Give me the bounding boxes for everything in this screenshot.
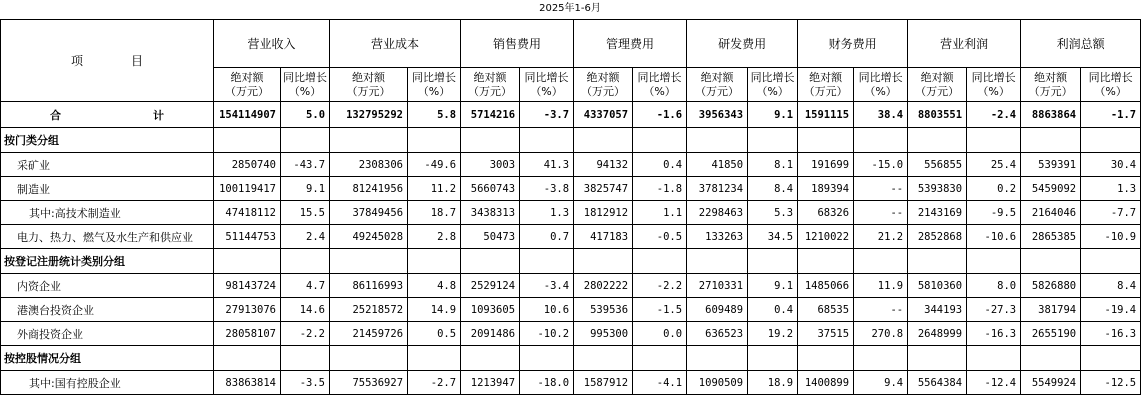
- empty-cell: [520, 249, 574, 274]
- table-row: [1, 201, 1141, 225]
- empty-cell: [1081, 346, 1141, 371]
- abs-unit: （万元）: [468, 84, 513, 98]
- data-cell: 14.9: [408, 298, 461, 322]
- data-cell: -3.4: [520, 274, 574, 298]
- period-caption: 2025年1-6月: [539, 3, 601, 14]
- total-cell: 9.1: [748, 102, 798, 128]
- empty-cell: [854, 128, 908, 153]
- data-cell: 5393830: [908, 177, 967, 201]
- data-cell: -1.8: [633, 177, 687, 201]
- data-cell: 5564384: [908, 371, 967, 395]
- total-cell: 132795292: [330, 102, 408, 128]
- data-cell: 2529124: [461, 274, 520, 298]
- growth-header: [408, 68, 461, 102]
- data-cell: 8.4: [748, 177, 798, 201]
- abs-header: [687, 68, 748, 102]
- data-cell: 2648999: [908, 322, 967, 346]
- empty-cell: [574, 249, 633, 274]
- data-cell: 1485066: [798, 274, 854, 298]
- data-cell: 344193: [908, 298, 967, 322]
- total-row: [1, 102, 1141, 128]
- total-cell: 8803551: [908, 102, 967, 128]
- empty-cell: [461, 128, 520, 153]
- abs-header: [214, 68, 281, 102]
- data-cell: 11.2: [408, 177, 461, 201]
- group-title: 按门类分组: [1, 128, 214, 153]
- data-cell: 0.0: [633, 322, 687, 346]
- empty-cell: [908, 249, 967, 274]
- empty-cell: [408, 346, 461, 371]
- data-cell: 68326: [798, 201, 854, 225]
- data-cell: 5.3: [748, 201, 798, 225]
- data-cell: 9.1: [281, 177, 330, 201]
- total-cell: 5.0: [281, 102, 330, 128]
- data-cell: 0.2: [967, 177, 1021, 201]
- data-cell: 0.5: [408, 322, 461, 346]
- abs-header: [461, 68, 520, 102]
- group-row: [1, 128, 1141, 153]
- data-cell: 3825747: [574, 177, 633, 201]
- data-cell: 47418112: [214, 201, 281, 225]
- data-cell: 2164046: [1021, 201, 1081, 225]
- abs-label: 绝对额: [809, 70, 843, 84]
- column-header: 营业收入: [214, 20, 330, 68]
- empty-cell: [908, 346, 967, 371]
- group-title: 按控股情况分组: [1, 346, 214, 371]
- total-cell: 8863864: [1021, 102, 1081, 128]
- empty-cell: [967, 128, 1021, 153]
- data-cell: 25.4: [967, 153, 1021, 177]
- data-cell: 270.8: [854, 322, 908, 346]
- data-cell: 27913076: [214, 298, 281, 322]
- growth-unit: （%）: [530, 84, 563, 98]
- data-cell: -2.2: [633, 274, 687, 298]
- data-cell: 18.9: [748, 371, 798, 395]
- table-row: [1, 153, 1141, 177]
- data-cell: 28058107: [214, 322, 281, 346]
- data-cell: 34.5: [748, 225, 798, 249]
- row-label: 制造业: [1, 177, 214, 201]
- data-cell: 50473: [461, 225, 520, 249]
- empty-cell: [1081, 128, 1141, 153]
- empty-cell: [214, 346, 281, 371]
- row-label: 其中:高技术制造业: [1, 201, 214, 225]
- column-header: 营业成本: [330, 20, 461, 68]
- data-cell: 14.6: [281, 298, 330, 322]
- data-cell: 191699: [798, 153, 854, 177]
- row-label: 采矿业: [1, 153, 214, 177]
- data-cell: 2.8: [408, 225, 461, 249]
- empty-cell: [908, 128, 967, 153]
- abs-unit: （万元）: [581, 84, 626, 98]
- row-label: 内资企业: [1, 274, 214, 298]
- total-label: 合 计: [1, 102, 214, 128]
- data-cell: 1812912: [574, 201, 633, 225]
- data-cell: 11.9: [854, 274, 908, 298]
- data-cell: -43.7: [281, 153, 330, 177]
- total-cell: -2.4: [967, 102, 1021, 128]
- group-row: [1, 346, 1141, 371]
- data-cell: -2.7: [408, 371, 461, 395]
- data-cell: 41.3: [520, 153, 574, 177]
- growth-unit: （%）: [643, 84, 676, 98]
- empty-cell: [798, 249, 854, 274]
- data-cell: 3438313: [461, 201, 520, 225]
- data-cell: 556855: [908, 153, 967, 177]
- data-cell: -2.2: [281, 322, 330, 346]
- data-cell: 5459092: [1021, 177, 1081, 201]
- row-label: 港澳台投资企业: [1, 298, 214, 322]
- data-cell: 1093605: [461, 298, 520, 322]
- data-cell: 86116993: [330, 274, 408, 298]
- data-cell: 2655190: [1021, 322, 1081, 346]
- total-cell: 1591115: [798, 102, 854, 128]
- data-cell: 1090509: [687, 371, 748, 395]
- data-cell: 5660743: [461, 177, 520, 201]
- item-header: 项 目: [1, 20, 214, 102]
- table-row: [1, 371, 1141, 395]
- header-row-columns: [1, 20, 1141, 68]
- data-cell: 83863814: [214, 371, 281, 395]
- empty-cell: [1081, 249, 1141, 274]
- abs-label: 绝对额: [230, 70, 264, 84]
- empty-cell: [520, 346, 574, 371]
- empty-cell: [330, 128, 408, 153]
- row-label: 电力、热力、燃气及水生产和供应业: [1, 225, 214, 249]
- abs-unit: （万元）: [225, 84, 269, 98]
- data-cell: 3003: [461, 153, 520, 177]
- data-cell: 10.6: [520, 298, 574, 322]
- empty-cell: [330, 249, 408, 274]
- data-cell: 9.4: [854, 371, 908, 395]
- growth-header: [748, 68, 798, 102]
- data-cell: 995300: [574, 322, 633, 346]
- group-row: [1, 249, 1141, 274]
- data-cell: 1213947: [461, 371, 520, 395]
- empty-cell: [281, 249, 330, 274]
- growth-label: 同比增长: [1088, 70, 1133, 84]
- column-header: 利润总额: [1021, 20, 1141, 68]
- data-cell: 41850: [687, 153, 748, 177]
- growth-label: 同比增长: [750, 70, 795, 84]
- data-cell: -0.5: [633, 225, 687, 249]
- data-cell: 636523: [687, 322, 748, 346]
- row-label: 其中:国有控股企业: [1, 371, 214, 395]
- empty-cell: [1021, 346, 1081, 371]
- total-cell: 4337057: [574, 102, 633, 128]
- table-row: [1, 298, 1141, 322]
- growth-header: [1081, 68, 1141, 102]
- data-cell: 417183: [574, 225, 633, 249]
- growth-unit: （%）: [864, 84, 897, 98]
- growth-header: [633, 68, 687, 102]
- data-cell: 15.5: [281, 201, 330, 225]
- abs-header: [908, 68, 967, 102]
- table-row: [1, 225, 1141, 249]
- data-cell: 0.4: [748, 298, 798, 322]
- empty-cell: [408, 128, 461, 153]
- empty-cell: [854, 346, 908, 371]
- growth-label: 同比增长: [524, 70, 569, 84]
- data-cell: 19.2: [748, 322, 798, 346]
- data-cell: 2298463: [687, 201, 748, 225]
- empty-cell: [330, 346, 408, 371]
- data-cell: -7.7: [1081, 201, 1141, 225]
- data-cell: 0.7: [520, 225, 574, 249]
- data-cell: 94132: [574, 153, 633, 177]
- abs-unit: （万元）: [695, 84, 740, 98]
- data-cell: 37849456: [330, 201, 408, 225]
- growth-label: 同比增长: [637, 70, 682, 84]
- abs-unit: （万元）: [1028, 84, 1073, 98]
- total-cell: 5714216: [461, 102, 520, 128]
- empty-cell: [574, 346, 633, 371]
- empty-cell: [687, 128, 748, 153]
- empty-cell: [967, 249, 1021, 274]
- empty-cell: [748, 346, 798, 371]
- empty-cell: [1021, 249, 1081, 274]
- empty-cell: [687, 249, 748, 274]
- data-cell: 2710331: [687, 274, 748, 298]
- data-cell: 5826880: [1021, 274, 1081, 298]
- data-cell: -3.8: [520, 177, 574, 201]
- data-cell: 98143724: [214, 274, 281, 298]
- data-cell: --: [854, 177, 908, 201]
- growth-header: [854, 68, 908, 102]
- data-cell: -19.4: [1081, 298, 1141, 322]
- abs-unit: （万元）: [346, 84, 391, 98]
- table-row: [1, 177, 1141, 201]
- data-cell: -3.5: [281, 371, 330, 395]
- industrial-finance-table: [0, 19, 1141, 395]
- column-header: 营业利润: [908, 20, 1021, 68]
- data-cell: 1.1: [633, 201, 687, 225]
- data-cell: 49245028: [330, 225, 408, 249]
- data-cell: 51144753: [214, 225, 281, 249]
- data-cell: 2852868: [908, 225, 967, 249]
- empty-cell: [281, 128, 330, 153]
- data-cell: 3781234: [687, 177, 748, 201]
- abs-unit: （万元）: [803, 84, 848, 98]
- data-cell: 2308306: [330, 153, 408, 177]
- data-cell: 189394: [798, 177, 854, 201]
- data-cell: 8.0: [967, 274, 1021, 298]
- abs-header: [574, 68, 633, 102]
- empty-cell: [967, 346, 1021, 371]
- empty-cell: [854, 249, 908, 274]
- growth-header: [967, 68, 1021, 102]
- data-cell: 25218572: [330, 298, 408, 322]
- abs-label: 绝对额: [586, 70, 620, 84]
- empty-cell: [633, 346, 687, 371]
- data-cell: -49.6: [408, 153, 461, 177]
- data-cell: -4.1: [633, 371, 687, 395]
- row-label: 外商投资企业: [1, 322, 214, 346]
- data-cell: 2091486: [461, 322, 520, 346]
- data-cell: 2850740: [214, 153, 281, 177]
- data-cell: 1.3: [1081, 177, 1141, 201]
- growth-header: [520, 68, 574, 102]
- data-cell: 1587912: [574, 371, 633, 395]
- empty-cell: [633, 249, 687, 274]
- empty-cell: [798, 346, 854, 371]
- growth-unit: （%）: [288, 84, 322, 98]
- data-cell: 30.4: [1081, 153, 1141, 177]
- abs-label: 绝对额: [473, 70, 507, 84]
- data-cell: 2865385: [1021, 225, 1081, 249]
- data-cell: 381794: [1021, 298, 1081, 322]
- data-cell: 21.2: [854, 225, 908, 249]
- abs-label: 绝对额: [1034, 70, 1068, 84]
- data-cell: -12.5: [1081, 371, 1141, 395]
- data-cell: --: [854, 298, 908, 322]
- data-cell: 21459726: [330, 322, 408, 346]
- data-cell: 609489: [687, 298, 748, 322]
- data-cell: -15.0: [854, 153, 908, 177]
- data-cell: -9.5: [967, 201, 1021, 225]
- data-cell: 1210022: [798, 225, 854, 249]
- empty-cell: [748, 128, 798, 153]
- data-cell: 2143169: [908, 201, 967, 225]
- table-row: [1, 322, 1141, 346]
- growth-unit: （%）: [977, 84, 1010, 98]
- data-cell: 37515: [798, 322, 854, 346]
- empty-cell: [214, 128, 281, 153]
- empty-cell: [1021, 128, 1081, 153]
- growth-unit: （%）: [417, 84, 451, 98]
- column-header: 销售费用: [461, 20, 574, 68]
- abs-unit: （万元）: [915, 84, 960, 98]
- abs-label: 绝对额: [352, 70, 386, 84]
- empty-cell: [687, 346, 748, 371]
- group-title: 按登记注册统计类别分组: [1, 249, 214, 274]
- column-header: 财务费用: [798, 20, 908, 68]
- data-cell: 5810360: [908, 274, 967, 298]
- empty-cell: [281, 346, 330, 371]
- column-header: 研发费用: [687, 20, 798, 68]
- empty-cell: [748, 249, 798, 274]
- data-cell: 539391: [1021, 153, 1081, 177]
- abs-header: [798, 68, 854, 102]
- growth-label: 同比增长: [971, 70, 1016, 84]
- abs-header: [330, 68, 408, 102]
- growth-label: 同比增长: [412, 70, 457, 84]
- data-cell: 0.4: [633, 153, 687, 177]
- data-cell: --: [854, 201, 908, 225]
- empty-cell: [633, 128, 687, 153]
- data-cell: 9.1: [748, 274, 798, 298]
- data-cell: -10.2: [520, 322, 574, 346]
- data-cell: 4.8: [408, 274, 461, 298]
- column-header: 管理费用: [574, 20, 687, 68]
- data-cell: 100119417: [214, 177, 281, 201]
- abs-header: [1021, 68, 1081, 102]
- empty-cell: [461, 346, 520, 371]
- data-cell: -18.0: [520, 371, 574, 395]
- total-cell: 3956343: [687, 102, 748, 128]
- empty-cell: [408, 249, 461, 274]
- data-cell: 2.4: [281, 225, 330, 249]
- empty-cell: [214, 249, 281, 274]
- total-cell: 38.4: [854, 102, 908, 128]
- data-cell: 133263: [687, 225, 748, 249]
- data-cell: -12.4: [967, 371, 1021, 395]
- growth-label: 同比增长: [858, 70, 903, 84]
- growth-header: [281, 68, 330, 102]
- data-cell: 81241956: [330, 177, 408, 201]
- total-cell: -3.7: [520, 102, 574, 128]
- data-cell: 1400899: [798, 371, 854, 395]
- empty-cell: [520, 128, 574, 153]
- abs-label: 绝对额: [920, 70, 954, 84]
- data-cell: -10.6: [967, 225, 1021, 249]
- abs-label: 绝对额: [700, 70, 734, 84]
- empty-cell: [798, 128, 854, 153]
- data-cell: 5549924: [1021, 371, 1081, 395]
- growth-label: 同比增长: [283, 70, 327, 84]
- data-cell: 4.7: [281, 274, 330, 298]
- data-cell: 1.3: [520, 201, 574, 225]
- data-cell: 75536927: [330, 371, 408, 395]
- data-cell: 8.4: [1081, 274, 1141, 298]
- data-cell: -16.3: [967, 322, 1021, 346]
- table-row: [1, 274, 1141, 298]
- data-cell: 8.1: [748, 153, 798, 177]
- growth-unit: （%）: [1094, 84, 1127, 98]
- total-cell: 5.8: [408, 102, 461, 128]
- data-cell: -1.5: [633, 298, 687, 322]
- data-cell: 68535: [798, 298, 854, 322]
- empty-cell: [461, 249, 520, 274]
- total-cell: -1.7: [1081, 102, 1141, 128]
- total-cell: 154114907: [214, 102, 281, 128]
- growth-unit: （%）: [756, 84, 789, 98]
- data-cell: -16.3: [1081, 322, 1141, 346]
- total-cell: -1.6: [633, 102, 687, 128]
- data-cell: -10.9: [1081, 225, 1141, 249]
- data-cell: 2802222: [574, 274, 633, 298]
- data-cell: -27.3: [967, 298, 1021, 322]
- data-cell: 18.7: [408, 201, 461, 225]
- empty-cell: [574, 128, 633, 153]
- data-cell: 539536: [574, 298, 633, 322]
